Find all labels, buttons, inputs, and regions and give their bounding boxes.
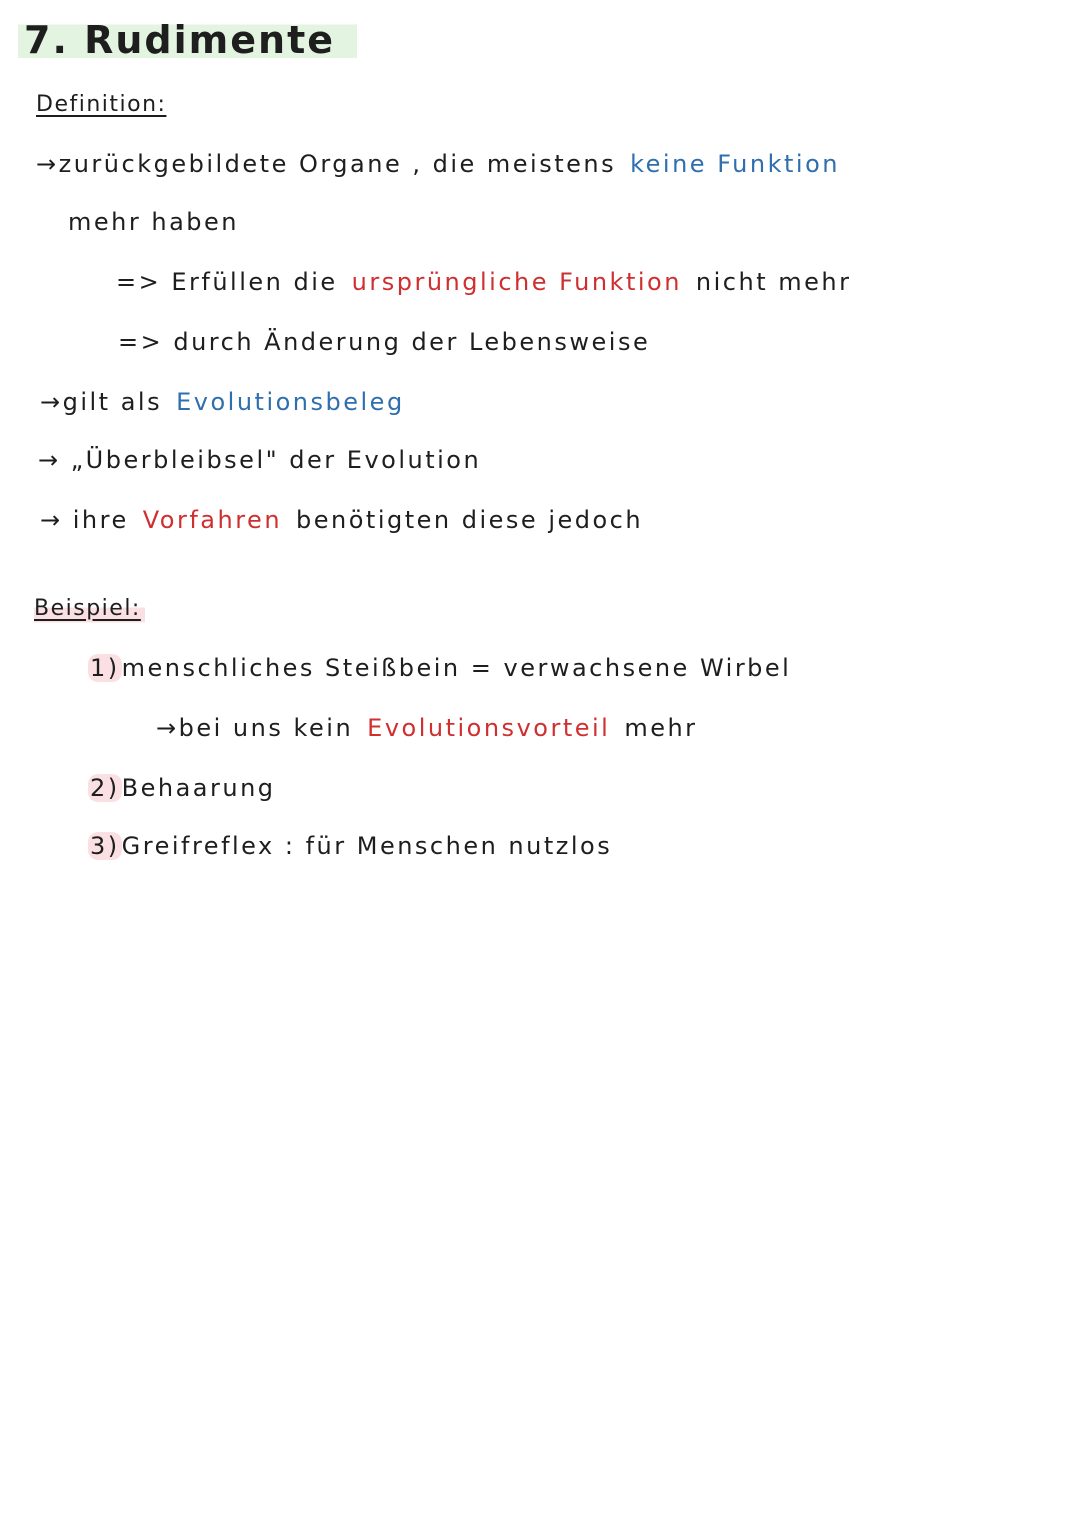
example-item-2-text: Behaarung <box>121 774 276 802</box>
example-item-3-number: 3) <box>90 832 120 860</box>
keyword-urspruengliche-funktion: ursprüngliche Funktion <box>351 268 682 296</box>
definition-line-1 <box>36 148 840 180</box>
definition-line-3-text: => Erfüllen die <box>116 268 338 296</box>
page-title: 7. Rudimente <box>18 16 357 64</box>
definition-heading: Definition: <box>36 92 167 117</box>
example-item-1 <box>88 652 791 684</box>
definition-line-7 <box>40 504 643 536</box>
example-item-3 <box>88 830 612 862</box>
keyword-keine-funktion: keine Funktion <box>630 150 840 178</box>
definition-line-2: mehr haben <box>68 208 239 236</box>
definition-line-6: → „Überbleibsel" der Evolution <box>38 446 482 474</box>
example-item-1-sub <box>156 712 698 744</box>
example-item-1-sub-text: →bei uns kein <box>156 714 354 742</box>
definition-line-7-end: benötigten diese jedoch <box>296 506 644 534</box>
example-item-2 <box>88 772 276 804</box>
example-item-1-text: menschliches Steißbein = verwachsene Wirbel <box>121 654 792 682</box>
definition-line-7-text: → ihre <box>40 506 129 534</box>
keyword-vorfahren: Vorfahren <box>142 506 283 534</box>
example-item-1-number: 1) <box>90 654 120 682</box>
definition-line-4: => durch Änderung der Lebensweise <box>118 328 651 356</box>
keyword-evolutionsvorteil: Evolutionsvorteil <box>367 714 611 742</box>
definition-line-3 <box>116 266 851 298</box>
example-item-2-number: 2) <box>90 774 120 802</box>
example-item-1-sub-end: mehr <box>624 714 698 742</box>
definition-line-3-end: nicht mehr <box>695 268 852 296</box>
definition-line-1-text: →zurückgebildete Organe , die meistens <box>36 150 617 178</box>
example-item-3-text: Greifreflex : für Menschen nutzlos <box>121 832 613 860</box>
definition-line-5 <box>40 386 405 418</box>
definition-line-5-text: →gilt als <box>40 388 163 416</box>
keyword-evolutionsbeleg: Evolutionsbeleg <box>176 388 405 416</box>
example-heading: Beispiel: <box>34 594 145 624</box>
